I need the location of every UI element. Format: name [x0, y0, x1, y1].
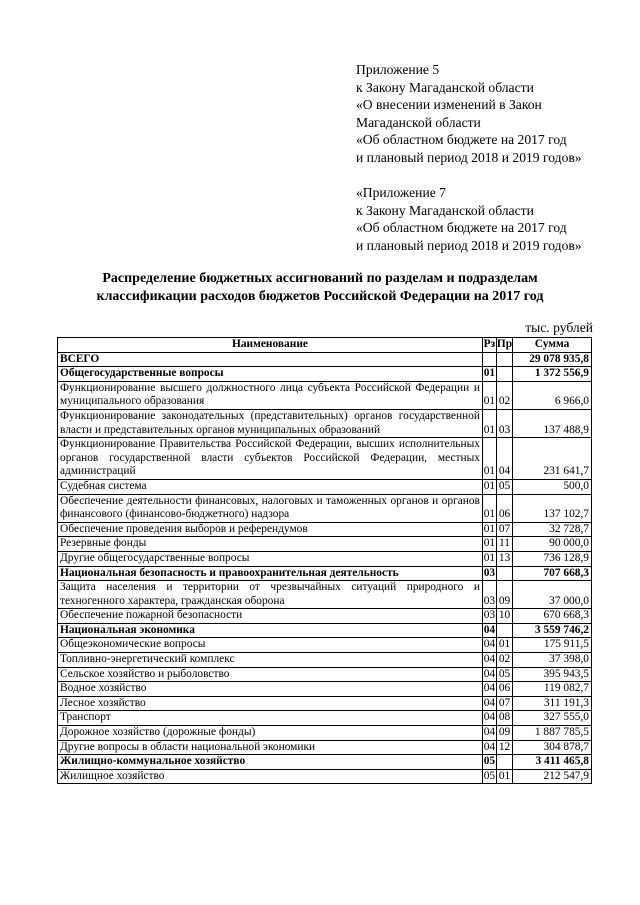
- row-rz-code: 04: [482, 711, 496, 726]
- row-sum: 37 398,0: [513, 653, 592, 668]
- subsection-row: [58, 696, 592, 711]
- row-name: Национальная экономика: [58, 623, 483, 638]
- row-name: Обеспечение деятельности финансовых, налоговых и таможенных органов и органов финансового (финансово-бюджетного) надзора: [58, 494, 483, 522]
- table-header-row: [58, 338, 592, 353]
- subsection-row: [58, 581, 592, 609]
- row-sum: 90 000,0: [513, 537, 592, 552]
- row-rz-code: 04: [482, 740, 496, 755]
- row-rz-code: 01: [482, 367, 496, 382]
- row-name: Дорожное хозяйство (дорожные фонды): [58, 726, 483, 741]
- row-rz-code: 04: [482, 726, 496, 741]
- row-sum: 231 641,7: [513, 438, 592, 480]
- row-pr-code: [496, 352, 512, 367]
- header-line: «Приложение 7: [356, 185, 446, 200]
- row-rz-code: 05: [482, 769, 496, 784]
- title-line: Распределение бюджетных ассигнований по разделам и подразделам: [102, 271, 538, 286]
- row-rz-code: 01: [482, 479, 496, 494]
- header-line: Магаданской области: [356, 114, 481, 130]
- row-rz-code: 03: [482, 609, 496, 624]
- row-sum: 119 082,7: [513, 682, 592, 697]
- section-row: [58, 367, 592, 382]
- row-name: Другие общегосударственные вопросы: [58, 551, 483, 566]
- section-row: [58, 755, 592, 770]
- subsection-row: [58, 479, 592, 494]
- row-name: Топливно-энергетический комплекс: [58, 653, 483, 668]
- row-rz-code: 04: [482, 682, 496, 697]
- row-sum: 137 102,7: [513, 494, 592, 522]
- row-name: Резервные фонды: [58, 537, 483, 552]
- row-rz-code: 01: [482, 381, 496, 409]
- subsection-row: [58, 653, 592, 668]
- row-rz-code: 04: [482, 623, 496, 638]
- row-name: Жилищное хозяйство: [58, 769, 483, 784]
- row-name: Сельское хозяйство и рыболовство: [58, 667, 483, 682]
- row-rz-code: 01: [482, 438, 496, 480]
- row-pr-code: [496, 623, 512, 638]
- subsection-row: [58, 638, 592, 653]
- section-row: [58, 566, 592, 581]
- row-pr-code: 01: [496, 638, 512, 653]
- row-rz-code: 03: [482, 581, 496, 609]
- row-sum: 736 128,9: [513, 551, 592, 566]
- budget-table: [57, 337, 592, 784]
- row-pr-code: [496, 367, 512, 382]
- row-pr-code: 13: [496, 551, 512, 566]
- row-sum: 304 878,7: [513, 740, 592, 755]
- row-name: Защита населения и территории от чрезвычайных ситуаций природного и техногенного характера, гражданская оборона: [58, 581, 483, 609]
- row-sum: 311 191,3: [513, 696, 592, 711]
- row-name: Функционирование высшего должностного лица субъекта Российской Федерации и муниципального образования: [58, 381, 483, 409]
- row-pr-code: 08: [496, 711, 512, 726]
- title-line: классификации расходов бюджетов Российской Федерации на 2017 год: [96, 288, 544, 304]
- subsection-row: [58, 537, 592, 552]
- row-name: Обеспечение проведения выборов и референдумов: [58, 522, 483, 537]
- subsection-row: [58, 726, 592, 741]
- row-pr-code: 12: [496, 740, 512, 755]
- row-pr-code: 07: [496, 522, 512, 537]
- table-body: [58, 352, 592, 784]
- column-header-pr: Пр: [496, 338, 512, 353]
- units-label: тыс. рублей: [525, 320, 593, 335]
- row-sum: 395 943,5: [513, 667, 592, 682]
- subsection-row: [58, 609, 592, 624]
- row-name: Обеспечение пожарной безопасности: [58, 609, 483, 624]
- row-sum: 137 488,9: [513, 409, 592, 437]
- row-pr-code: 06: [496, 494, 512, 522]
- column-header-sum: Сумма: [513, 338, 592, 353]
- row-sum: 3 559 746,2: [513, 623, 592, 638]
- row-name: Общеэкономические вопросы: [58, 638, 483, 653]
- column-header-name: Наименование: [58, 338, 483, 353]
- row-sum: 37 000,0: [513, 581, 592, 609]
- header-line: и плановый период 2018 и 2019 годов»: [356, 149, 582, 165]
- row-sum: 212 547,9: [513, 769, 592, 784]
- row-name: Функционирование законодательных (представительных) органов государственной власти и представительных органов муниципальных образований: [58, 409, 483, 437]
- subsection-row: [58, 711, 592, 726]
- row-rz-code: 04: [482, 638, 496, 653]
- row-pr-code: [496, 566, 512, 581]
- row-pr-code: 09: [496, 726, 512, 741]
- row-rz-code: 04: [482, 696, 496, 711]
- subsection-row: [58, 740, 592, 755]
- row-sum: 500,0: [513, 479, 592, 494]
- column-header-rz: Рз: [482, 338, 496, 353]
- row-rz-code: [482, 352, 496, 367]
- header-line: к Закону Магаданской области: [356, 202, 534, 218]
- row-sum: 3 411 465,8: [513, 755, 592, 770]
- row-rz-code: 04: [482, 667, 496, 682]
- row-name: Лесное хозяйство: [58, 696, 483, 711]
- original-annex-header: [356, 184, 626, 254]
- row-name: Другие вопросы в области национальной экономики: [58, 740, 483, 755]
- subsection-row: [58, 381, 592, 409]
- row-sum: 670 668,3: [513, 609, 592, 624]
- header-line: и плановый период 2018 и 2019 годов»: [356, 237, 582, 253]
- subsection-row: [58, 551, 592, 566]
- header-line: «О внесении изменений в Закон: [356, 97, 542, 112]
- row-rz-code: 05: [482, 755, 496, 770]
- row-pr-code: 06: [496, 682, 512, 697]
- law-annex-header: [356, 61, 626, 166]
- row-pr-code: 05: [496, 479, 512, 494]
- header-line: «Об областном бюджете на 2017 год: [356, 132, 567, 147]
- row-pr-code: [496, 755, 512, 770]
- row-pr-code: 04: [496, 438, 512, 480]
- subsection-row: [58, 438, 592, 480]
- header-line: Приложение 5: [356, 62, 440, 77]
- row-name: Функционирование Правительства Российской Федерации, высших исполнительных органов государственной власти субъектов Российской Федерации, местных администраций: [58, 438, 483, 480]
- row-name: Жилищно-коммунальное хозяйство: [58, 755, 483, 770]
- row-pr-code: 10: [496, 609, 512, 624]
- row-sum: 6 966,0: [513, 381, 592, 409]
- row-sum: 32 728,7: [513, 522, 592, 537]
- row-rz-code: 01: [482, 409, 496, 437]
- row-name: Водное хозяйство: [58, 682, 483, 697]
- row-pr-code: 01: [496, 769, 512, 784]
- header-line: к Закону Магаданской области: [356, 79, 534, 95]
- subsection-row: [58, 409, 592, 437]
- subsection-row: [58, 769, 592, 784]
- row-sum: 707 668,3: [513, 566, 592, 581]
- section-row: [58, 623, 592, 638]
- row-sum: 1 887 785,5: [513, 726, 592, 741]
- row-name: ВСЕГО: [58, 352, 483, 367]
- row-sum: 327 555,0: [513, 711, 592, 726]
- row-rz-code: 01: [482, 522, 496, 537]
- row-rz-code: 01: [482, 551, 496, 566]
- row-pr-code: 11: [496, 537, 512, 552]
- row-sum: 1 372 556,9: [513, 367, 592, 382]
- header-line: «Об областном бюджете на 2017 год: [356, 220, 567, 235]
- subsection-row: [58, 494, 592, 522]
- row-pr-code: 05: [496, 667, 512, 682]
- section-row: [58, 352, 592, 367]
- row-pr-code: 09: [496, 581, 512, 609]
- row-rz-code: 04: [482, 653, 496, 668]
- row-rz-code: 03: [482, 566, 496, 581]
- row-sum: 175 911,5: [513, 638, 592, 653]
- row-pr-code: 07: [496, 696, 512, 711]
- row-pr-code: 03: [496, 409, 512, 437]
- document-title: [0, 270, 640, 305]
- row-rz-code: 01: [482, 537, 496, 552]
- row-name: Национальная безопасность и правоохранительная деятельность: [58, 566, 483, 581]
- subsection-row: [58, 522, 592, 537]
- row-name: Судебная система: [58, 479, 483, 494]
- row-name: Общегосударственные вопросы: [58, 367, 483, 382]
- subsection-row: [58, 667, 592, 682]
- subsection-row: [58, 682, 592, 697]
- row-name: Транспорт: [58, 711, 483, 726]
- row-pr-code: 02: [496, 653, 512, 668]
- row-pr-code: 02: [496, 381, 512, 409]
- row-sum: 29 078 935,8: [513, 352, 592, 367]
- row-rz-code: 01: [482, 494, 496, 522]
